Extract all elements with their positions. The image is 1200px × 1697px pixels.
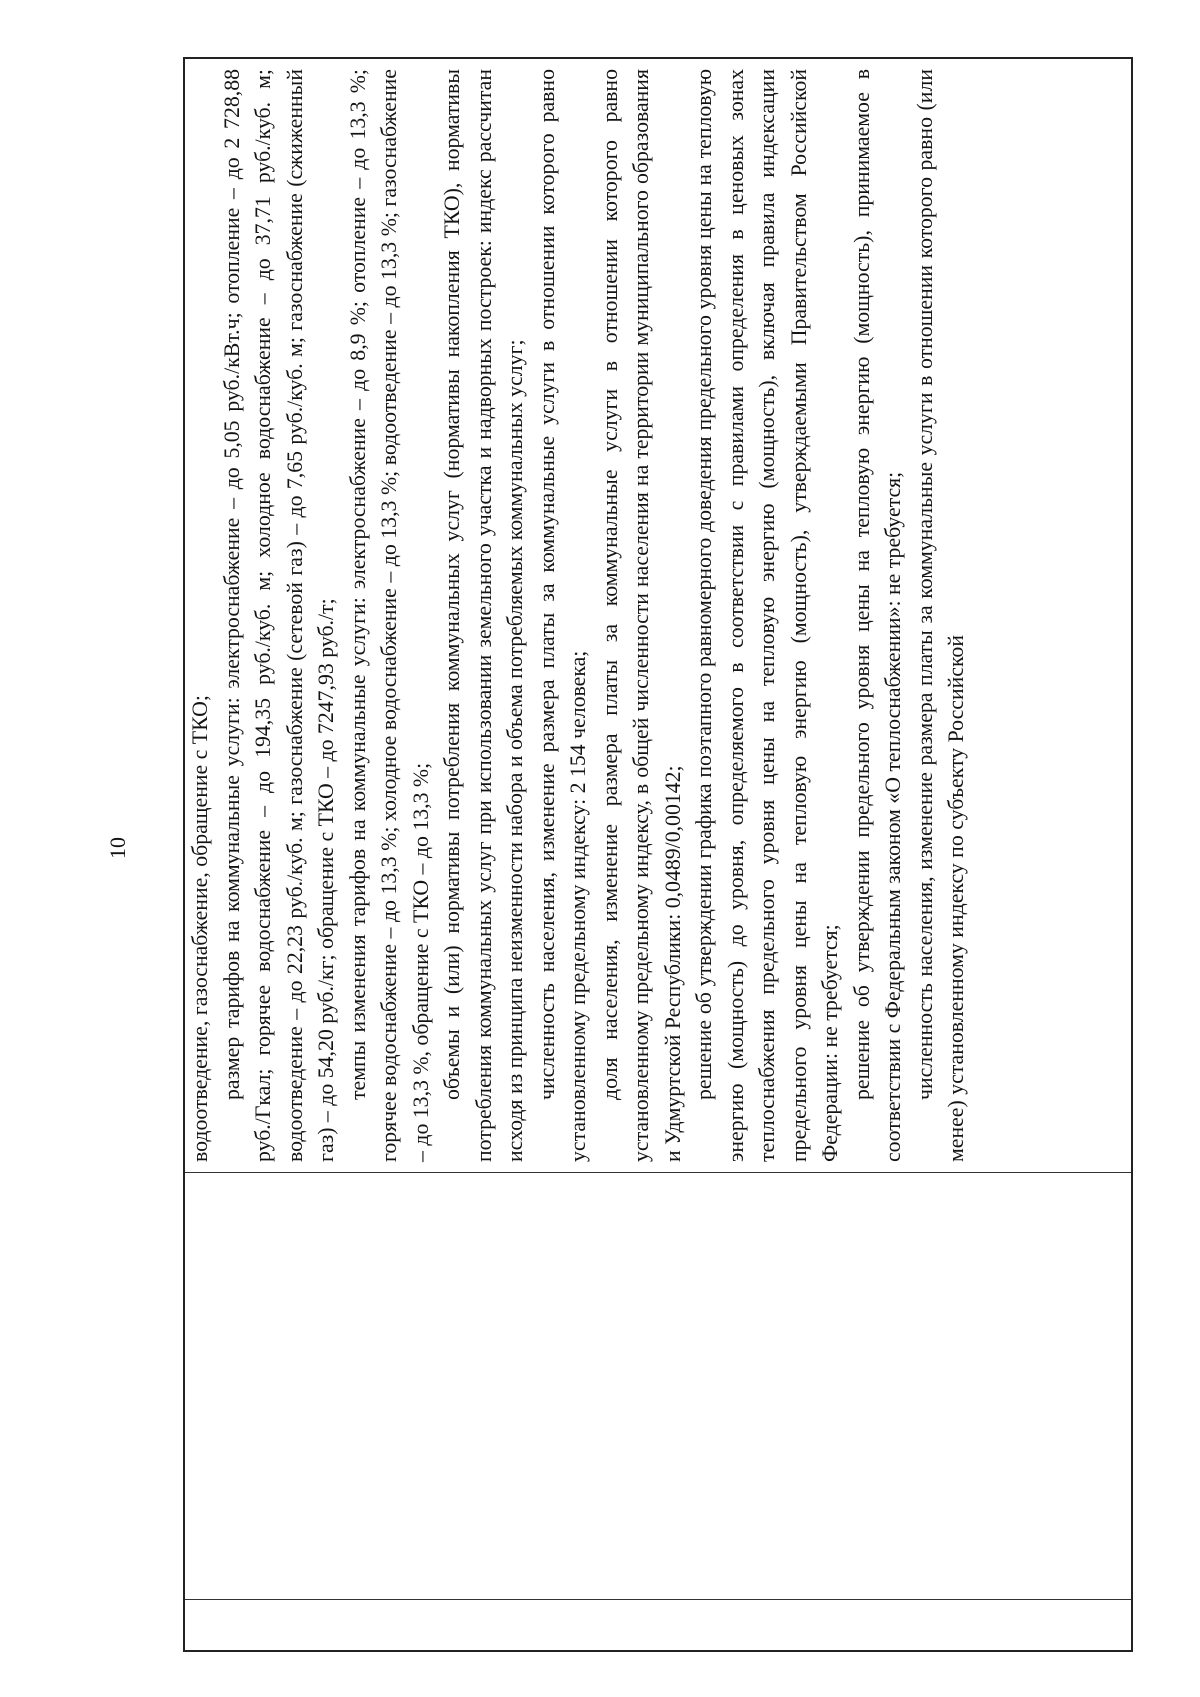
page-number: 10 <box>105 837 130 859</box>
table-column-empty-narrow <box>185 1599 1131 1650</box>
table-text-column <box>185 59 1131 1172</box>
rotated-page-content <box>183 57 1133 1652</box>
table-column-empty <box>185 1172 1131 1599</box>
paragraph-tariff-sizes: размер тарифов на коммунальные услуги: электроснабжение – до 5,05 руб./кВт.ч; отопление – до 2 728,88 руб./Гкал; горячее водоснабжение – до 194,35 руб./куб. м; холодное водоснабжение – до 37,71 руб./куб. м; водоотведение – до 22,23 руб./куб. м; газоснабжение (сетевой газ) – до 7,65 руб./куб. м; газоснабжение (сжиженный газ) – до 54,20 руб./кг; обращение с ТКО – до 7247,93 руб./т; <box>219 69 338 1162</box>
paragraph-tariff-rates: темпы изменения тарифов на коммунальные услуги: электроснабжение – до 8,9 %; отопление – до 13,3 %; горячее водоснабжение – до 13,3 %; холодное водоснабжение – до 13,3 %; водоотведение – до 13,3 %; газоснабжение – до 13,3 %, обращение с ТКО – до 13,3 %; <box>345 69 433 1162</box>
paragraph-population-index: численность населения, изменение размера платы за коммунальные услуги в отношении которого равно (или менее) установленному индексу по субъекту Российской <box>912 69 968 1162</box>
paragraph-heat-price-schedule: решение об утверждении графика поэтапного равномерного доведения предельного уровня цены на тепловую энергию (мощность) до уровня, определяемого в соответствии с правилами определения в ценовых зонах теплоснабжения предельного уровня цены на тепловую энергию (мощность), включая правила индексации предельного уровня цены на тепловую энергию (мощность), утверждаемыми Правительством Российской Федерации: не требуется; <box>692 69 842 1162</box>
document-table <box>183 57 1133 1652</box>
paragraph-heat-price-decision: решение об утверждении предельного уровня цены на тепловую энергию (мощность), принимаемое в соответствии с Федеральным законом «О теплоснабжении»: не требуется; <box>849 69 905 1162</box>
paragraph-population-share: доля населения, изменение размера платы за коммунальные услуги в отношении которого равно установленному предельному индексу, в общей численности населения на территории муниципального образования и Удмуртской Республики: 0,0489/0,00142; <box>597 69 685 1162</box>
paragraph-population-count: численность населения, изменение размера платы за коммунальные услуги в отношении которого равно установленному предельному индексу: 2 154 человека; <box>534 69 590 1162</box>
paragraph-services-list: водоотведение, газоснабжение, обращение с ТКО; <box>188 695 212 1162</box>
paragraph-consumption-volumes: объемы и (или) нормативы потребления коммунальных услуг (нормативы накопления ТКО), нормативы потребления коммунальных услуг при использовании земельного участка и надворных построек: индекс рассчитан исходя из принципа неизменности набора и объема потребляемых коммунальных услуг; <box>440 69 527 1162</box>
